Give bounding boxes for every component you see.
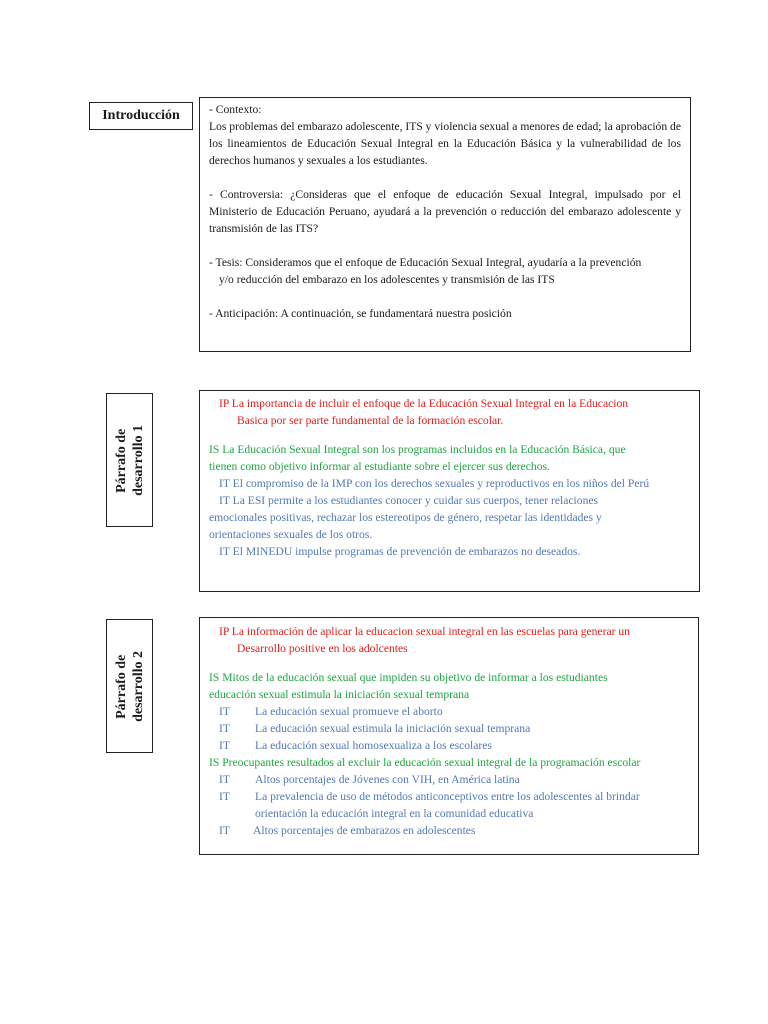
p2-is2-item: IT Altos porcentajes de Jóvenes con VIH, en América latina (219, 773, 520, 786)
p1-it2-line3: orientaciones sexuales de los otros. (209, 528, 373, 541)
p2-is1-item: IT La educación sexual estimula la iniciación sexual temprana (219, 722, 531, 735)
p2-is1-line2: educación sexual estimula la iniciación sexual temprana (209, 688, 470, 701)
controversia-text: - Controversia: ¿Consideras que el enfoque de educación Sexual Integral, impulsado por el Ministerio de Educación Peruano, ayudará a la prevención o reducción del embarazo adolescente y transmisión de las ITS? (209, 188, 681, 235)
intro-content-box (199, 97, 691, 352)
p1-is-line2: tienen como objetivo informar al estudiante sobre el ejercer sus derechos. (209, 460, 550, 473)
p1-content-box (199, 390, 700, 592)
p2-is2-item-cont: orientación la educación integral en la comunidad educativa (255, 807, 534, 820)
p2-is1-item: IT La educación sexual promueve el aborto (219, 705, 443, 718)
tesis-line2: y/o reducción del embarazo en los adolescentes y transmisión de las ITS (219, 273, 555, 286)
contexto-text: Los problemas del embarazo adolescente, ITS y violencia sexual a menores de edad; la aprobación de los lineamientos de Educación Sexual Integral en la Educación Básica y la vulnerabilidad de los derechos humanos y sexuales a los estudiantes. (209, 120, 681, 167)
p2-is1-line1: IS Mitos de la educación sexual que impiden su objetivo de informar a los estudiantes (209, 671, 608, 684)
intro-label-box (89, 102, 193, 130)
p2-ip-line1: IP La información de aplicar la educacion sexual integral en las escuelas para generar un (219, 625, 630, 638)
contexto-title: - Contexto: (209, 103, 262, 116)
p1-is-line1: IS La Educación Sexual Integral son los programas incluidos en la Educación Básica, que (209, 443, 626, 456)
p2-is2-item: IT La prevalencia de uso de métodos anticonceptivos entre los adolescentes al brindar (219, 790, 640, 803)
p1-ip-line2: Basica por ser parte fundamental de la formación escolar. (237, 414, 504, 427)
p1-it1: IT El compromiso de la IMP con los derechos sexuales y reproductivos en los niños del Perú (219, 477, 650, 490)
p1-it2-line1: IT La ESI permite a los estudiantes conocer y cuidar sus cuerpos, tener relaciones (219, 494, 599, 507)
p1-label: Párrafo de desarrollo 1 (113, 424, 146, 496)
tesis-line1: - Tesis: Consideramos que el enfoque de Educación Sexual Integral, ayudaría a la prevención (209, 256, 642, 269)
p2-is2-item: IT Altos porcentajes de embarazos en adolescentes (219, 824, 476, 837)
anticipacion-text: - Anticipación: A continuación, se fundamentará nuestra posición (209, 307, 512, 320)
intro-label: Introducción (102, 108, 180, 123)
p2-is1-item: IT La educación sexual homosexualiza a los escolares (219, 739, 492, 752)
p1-ip-line1: IP La importancia de incluir el enfoque de la Educación Sexual Integral en la Educacion (219, 397, 629, 410)
p1-it2-line2: emocionales positivas, rechazar los estereotipos de género, respetar las identidades y (209, 511, 602, 524)
p2-is2: IS Preocupantes resultados al excluir la educación sexual integral de la programación escolar (209, 756, 641, 769)
p2-content-box (199, 617, 699, 855)
p1-label-box (106, 393, 153, 527)
p2-label-box (106, 619, 153, 753)
p1-it3: IT El MINEDU impulse programas de prevención de embarazos no deseados. (219, 545, 581, 558)
p2-label: Párrafo de desarrollo 2 (113, 650, 146, 722)
p2-ip-line2: Desarrollo positive en los adolcentes (237, 642, 408, 655)
